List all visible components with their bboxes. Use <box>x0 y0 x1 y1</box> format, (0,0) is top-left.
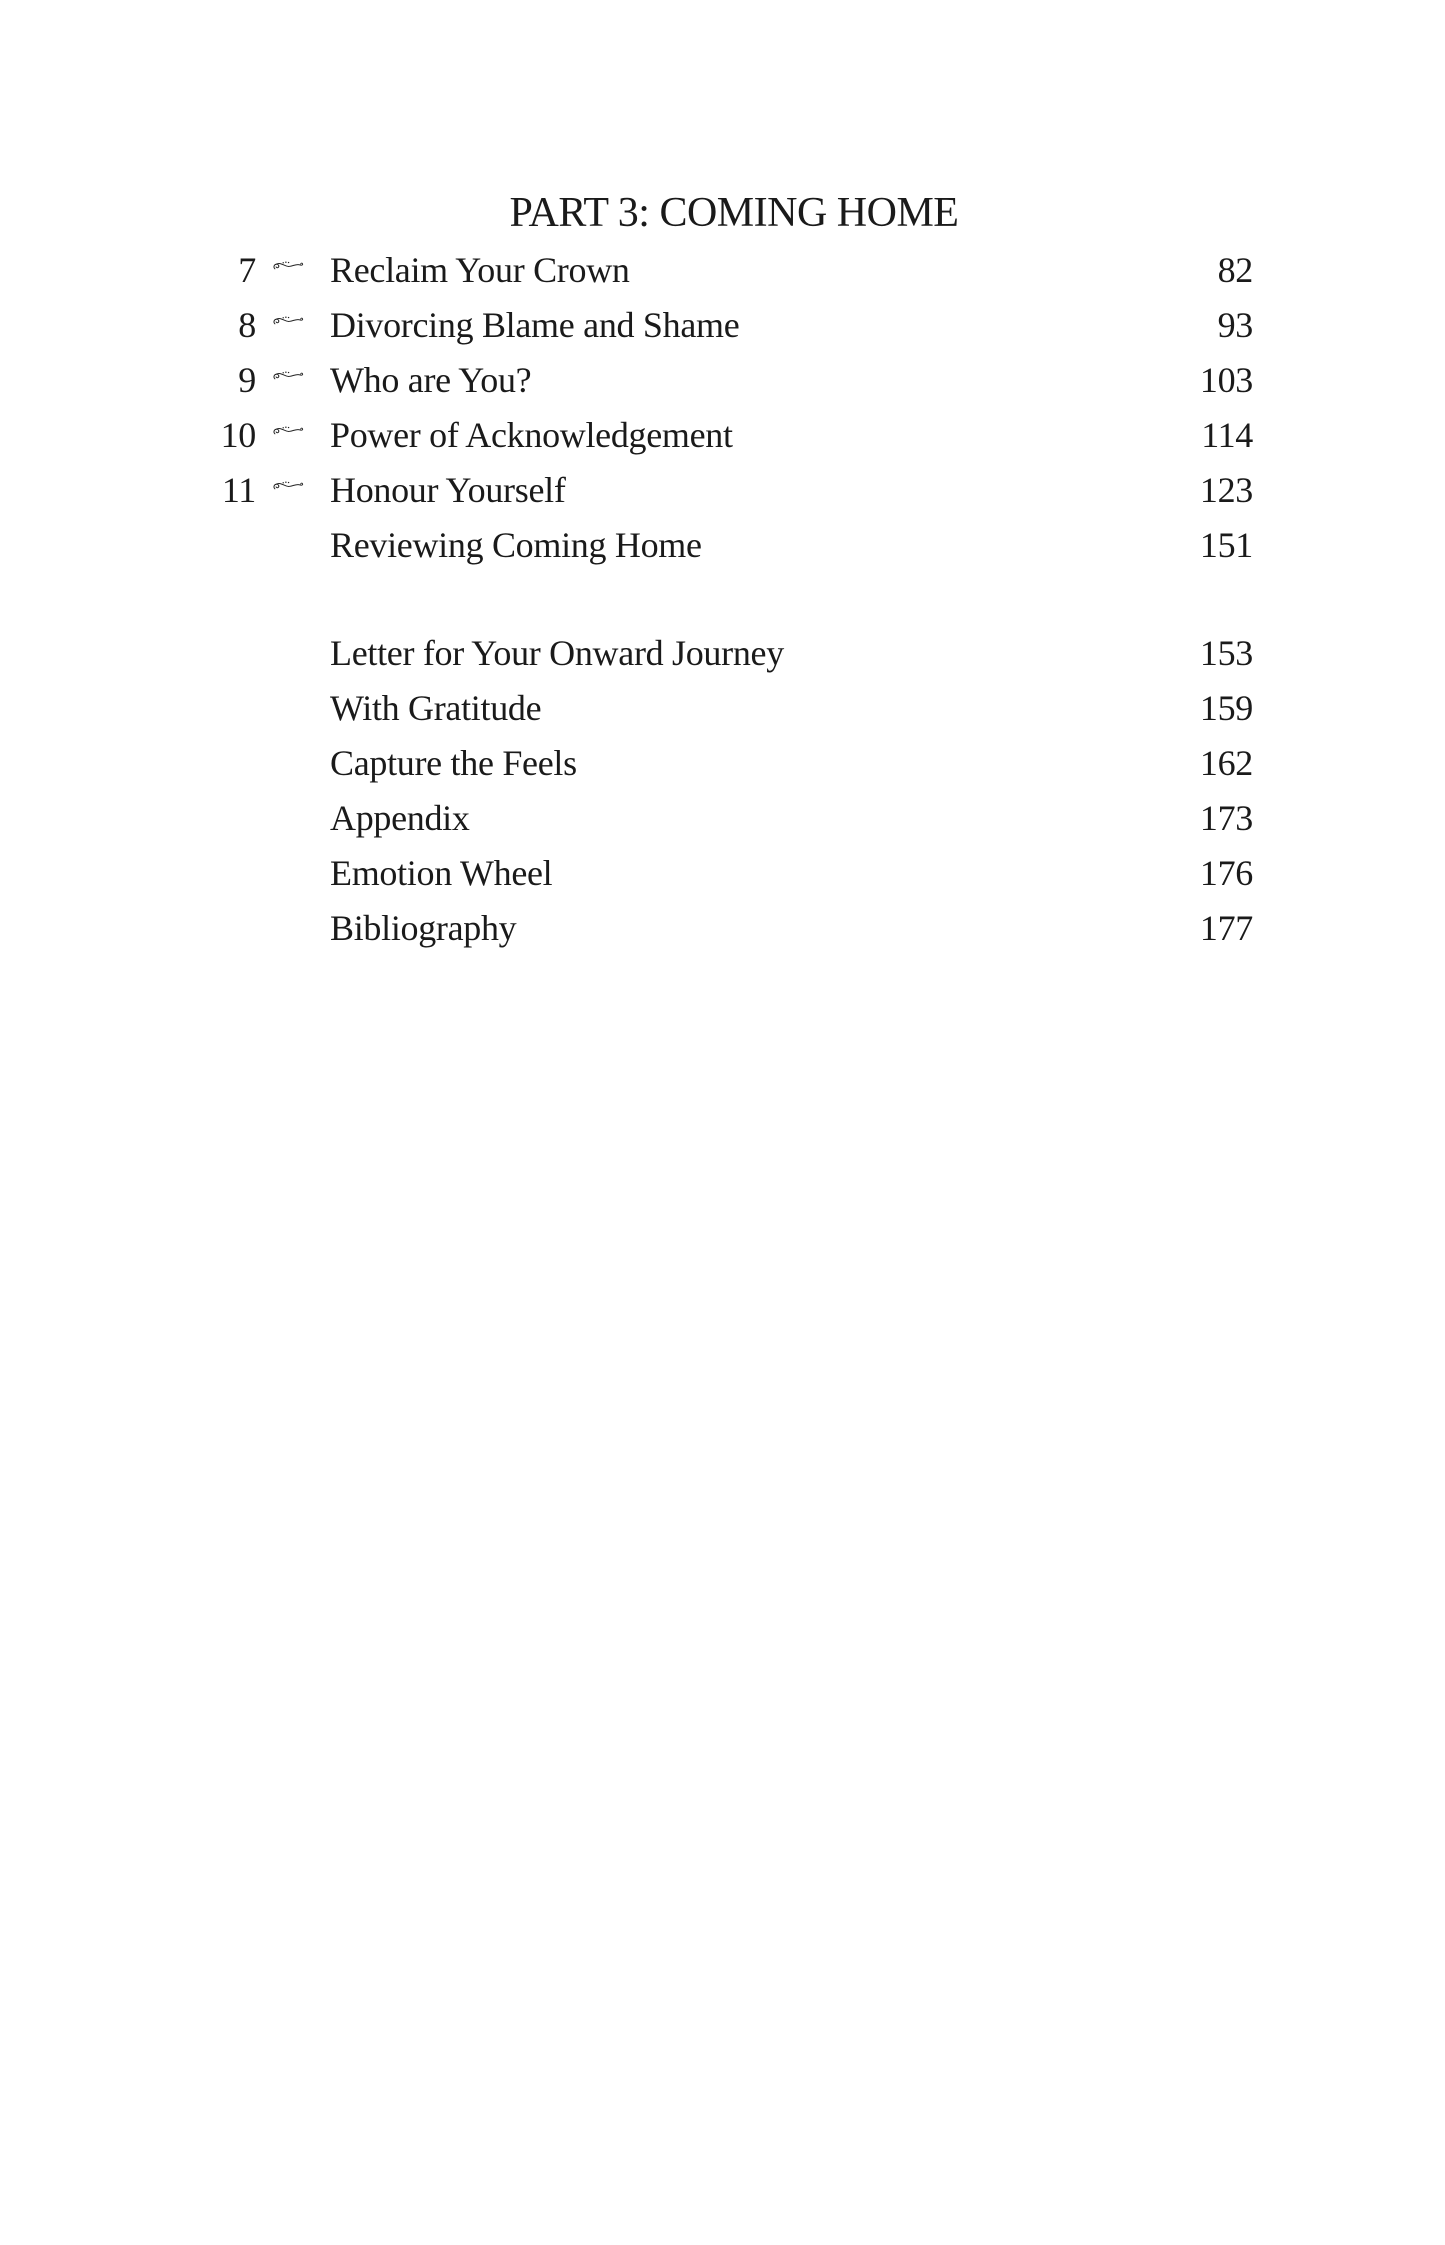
entry-title: Reviewing Coming Home <box>330 525 702 565</box>
swash-ornament-icon <box>256 478 322 494</box>
toc-entry <box>100 518 1253 573</box>
entry-title: Who are You? <box>330 360 532 400</box>
page-number: 162 <box>1199 743 1253 783</box>
page-number: 176 <box>1199 853 1253 893</box>
toc-entry <box>100 408 1253 463</box>
chapter-number: 10 <box>220 415 256 455</box>
page-number: 103 <box>1199 360 1253 400</box>
entry-title: Power of Acknowledgement <box>330 415 733 455</box>
entry-title: Capture the Feels <box>330 743 577 783</box>
toc-entry <box>100 681 1253 736</box>
swash-ornament-icon <box>256 258 322 274</box>
chapter-number: 8 <box>238 305 256 345</box>
toc-entry <box>100 791 1253 846</box>
entry-title: Bibliography <box>330 908 517 948</box>
page-number: 173 <box>1199 798 1253 838</box>
toc-entry <box>100 736 1253 791</box>
swash-ornament-icon <box>256 313 322 329</box>
toc-entry <box>100 353 1253 408</box>
page-number: 114 <box>1201 415 1253 455</box>
toc-entry <box>100 901 1253 956</box>
entry-title: Emotion Wheel <box>330 853 553 893</box>
entry-title: Appendix <box>330 798 470 838</box>
swash-ornament-icon <box>256 423 322 439</box>
page-number: 151 <box>1199 525 1253 565</box>
toc-entry <box>100 298 1253 353</box>
entry-title: With Gratitude <box>330 688 542 728</box>
page-number: 82 <box>1217 250 1253 290</box>
toc-entry <box>100 626 1253 681</box>
page-number: 177 <box>1199 908 1253 948</box>
page-number: 123 <box>1199 470 1253 510</box>
chapter-number: 7 <box>238 250 256 290</box>
page-number: 93 <box>1217 305 1253 345</box>
toc-entry <box>100 243 1253 298</box>
entry-title: Honour Yourself <box>330 470 566 510</box>
table-of-contents <box>100 243 1253 956</box>
entry-title: Divorcing Blame and Shame <box>330 305 740 345</box>
entry-title: Reclaim Your Crown <box>330 250 630 290</box>
page-number: 153 <box>1199 633 1253 673</box>
toc-entry <box>100 463 1253 518</box>
page-number: 159 <box>1199 688 1253 728</box>
chapter-number: 11 <box>221 470 256 510</box>
swash-ornament-icon <box>256 368 322 384</box>
part-title: PART 3: COMING HOME <box>509 190 959 236</box>
toc-entry <box>100 846 1253 901</box>
chapter-number: 9 <box>238 360 256 400</box>
entry-title: Letter for Your Onward Journey <box>330 633 784 673</box>
